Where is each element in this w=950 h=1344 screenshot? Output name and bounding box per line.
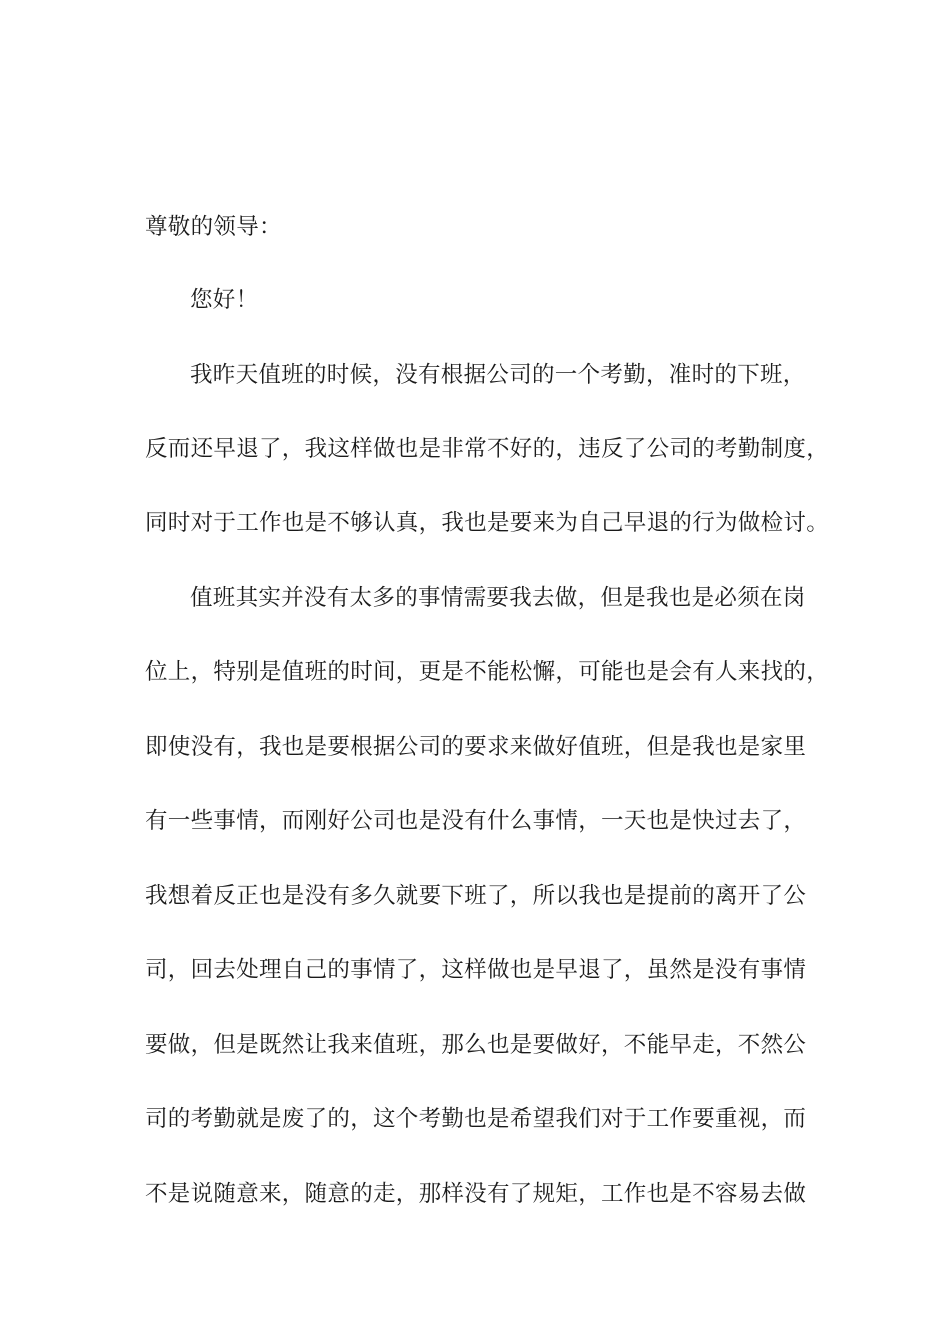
paragraph-line: 不是说随意来，随意的走，那样没有了规矩，工作也是不容易去做 — [145, 1181, 807, 1207]
paragraph-line: 反而还早退了，我这样做也是非常不好的，违反了公司的考勤制度， — [145, 436, 830, 462]
paragraph-line: 司的考勤就是废了的，这个考勤也是希望我们对于工作要重视，而 — [145, 1106, 807, 1132]
paragraph-line: 有一些事情，而刚好公司也是没有什么事情，一天也是快过去了， — [145, 808, 807, 834]
greeting: 您好！ — [190, 287, 259, 313]
paragraph-line: 司，回去处理自己的事情了，这样做也是早退了，虽然是没有事情 — [145, 957, 807, 983]
paragraph-line: 我想着反正也是没有多久就要下班了，所以我也是提前的离开了公 — [145, 883, 807, 909]
paragraph-line: 即使没有，我也是要根据公司的要求来做好值班，但是我也是家里 — [145, 734, 807, 760]
paragraph-line: 同时对于工作也是不够认真，我也是要来为自己早退的行为做检讨。 — [145, 510, 830, 536]
paragraph-line: 值班其实并没有太多的事情需要我去做，但是我也是必须在岗 — [190, 585, 806, 611]
salutation: 尊敬的领导： — [145, 214, 282, 240]
paragraph-line: 位上，特别是值班的时间，更是不能松懈，可能也是会有人来找的， — [145, 659, 830, 685]
paragraph-line: 要做，但是既然让我来值班，那么也是要做好，不能早走，不然公 — [145, 1032, 807, 1058]
paragraph-line: 我昨天值班的时候，没有根据公司的一个考勤，准时的下班， — [190, 362, 806, 388]
